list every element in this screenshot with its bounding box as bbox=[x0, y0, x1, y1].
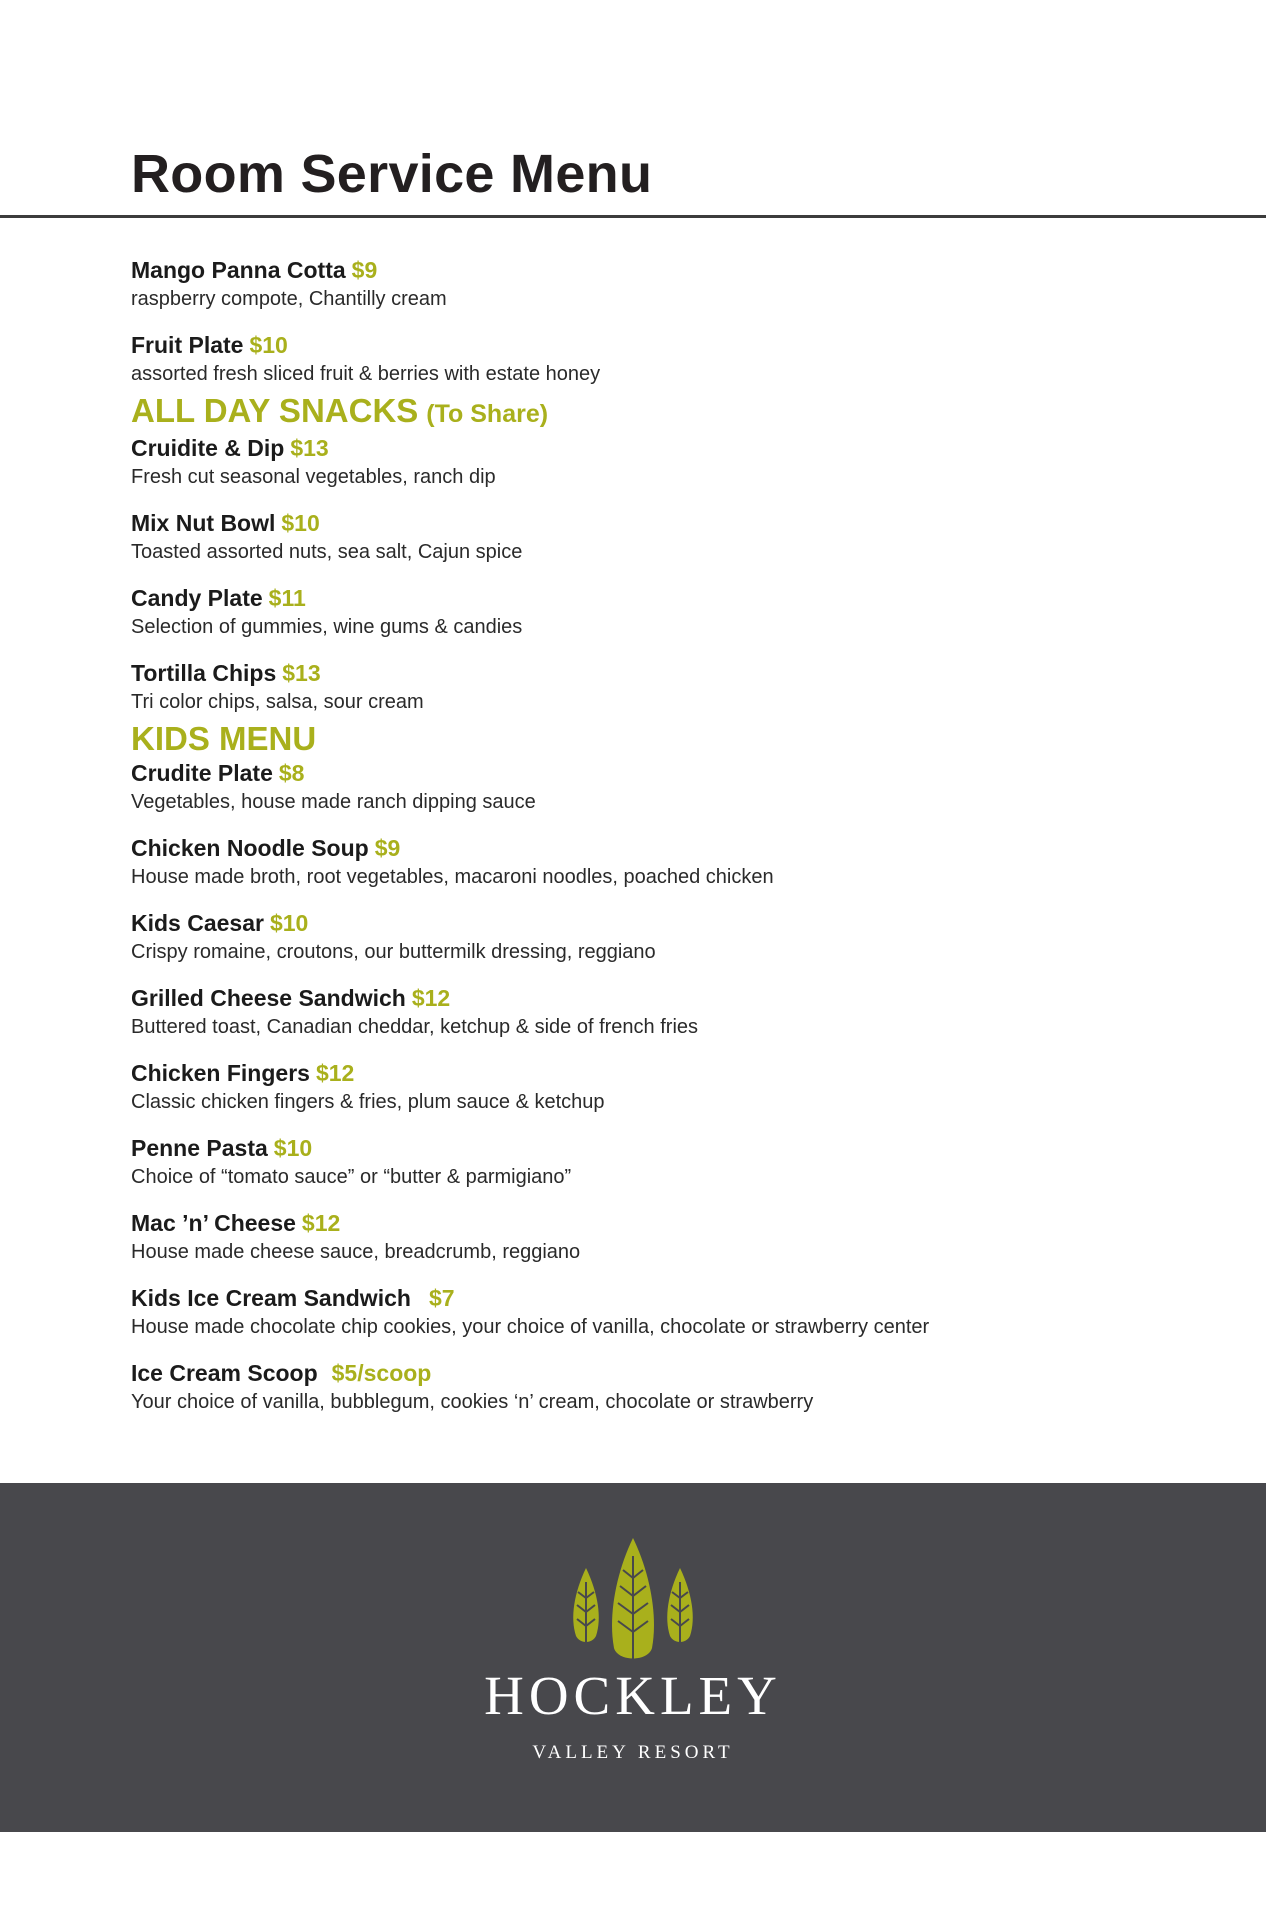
item-description: Crispy romaine, croutons, our buttermilk dressing, reggiano bbox=[131, 941, 656, 963]
item-name: Crudite Plate bbox=[131, 760, 273, 786]
item-name: Candy Plate bbox=[131, 585, 263, 611]
section-title: KIDS MENU bbox=[131, 720, 317, 757]
item-description: Choice of “tomato sauce” or “butter & parmigiano” bbox=[131, 1166, 572, 1188]
item-name: Cruidite & Dip bbox=[131, 435, 285, 461]
section-subtitle: (To Share) bbox=[426, 400, 549, 428]
menu-item bbox=[131, 982, 1211, 1057]
kids-section bbox=[131, 721, 1211, 1432]
menu-item bbox=[131, 432, 1211, 507]
item-price: $10 bbox=[281, 510, 320, 536]
menu-item bbox=[131, 657, 1211, 727]
hockley-logo bbox=[0, 1483, 1266, 1832]
menu-item bbox=[131, 582, 1211, 657]
item-price: $9 bbox=[374, 835, 401, 861]
menu-item bbox=[131, 907, 1211, 982]
item-description: Your choice of vanilla, bubblegum, cookies ‘n’ cream, chocolate or strawberry bbox=[131, 1391, 814, 1413]
item-price: $13 bbox=[290, 435, 329, 461]
item-name: Mango Panna Cotta bbox=[131, 257, 346, 283]
item-name: Chicken Noodle Soup bbox=[131, 835, 369, 861]
item-description: House made broth, root vegetables, macaroni noodles, poached chicken bbox=[131, 866, 774, 888]
item-description: House made cheese sauce, breadcrumb, reggiano bbox=[131, 1241, 581, 1263]
snacks-section bbox=[131, 393, 1211, 727]
item-name: Kids Ice Cream Sandwich bbox=[131, 1285, 411, 1311]
section-heading bbox=[131, 393, 1211, 432]
item-name: Mac ’n’ Cheese bbox=[131, 1210, 296, 1236]
item-price: $13 bbox=[282, 660, 321, 686]
menu bbox=[131, 254, 1211, 1432]
item-price: $10 bbox=[273, 1135, 313, 1161]
brand-subtitle: VALLEY RESORT bbox=[532, 1742, 734, 1763]
item-name: Kids Caesar bbox=[131, 910, 264, 936]
item-name: Mix Nut Bowl bbox=[131, 510, 276, 536]
item-description: assorted fresh sliced fruit & berries with estate honey bbox=[131, 363, 601, 385]
item-price: $8 bbox=[278, 760, 305, 786]
item-name: Fruit Plate bbox=[131, 332, 244, 358]
title-divider bbox=[0, 215, 1266, 218]
item-description: Classic chicken fingers & fries, plum sauce & ketchup bbox=[131, 1091, 605, 1113]
menu-item bbox=[131, 757, 1211, 832]
item-description: Fresh cut seasonal vegetables, ranch dip bbox=[131, 466, 496, 488]
menu-item bbox=[131, 254, 1211, 329]
menu-item bbox=[131, 1282, 1211, 1357]
item-name: Penne Pasta bbox=[131, 1135, 268, 1161]
item-price: $12 bbox=[411, 985, 451, 1011]
menu-item bbox=[131, 1132, 1211, 1207]
menu-item bbox=[131, 1357, 1211, 1432]
item-description: Toasted assorted nuts, sea salt, Cajun spice bbox=[131, 541, 523, 563]
menu-item bbox=[131, 832, 1211, 907]
menu-item bbox=[131, 1057, 1211, 1132]
item-price: $10 bbox=[249, 332, 288, 358]
item-price: $11 bbox=[268, 585, 306, 611]
item-name: Chicken Fingers bbox=[131, 1060, 310, 1086]
footer bbox=[0, 1483, 1266, 1832]
item-price: $10 bbox=[269, 910, 309, 936]
item-price: $12 bbox=[315, 1060, 355, 1086]
item-description: Buttered toast, Canadian cheddar, ketchup & side of french fries bbox=[131, 1016, 699, 1038]
menu-item bbox=[131, 507, 1211, 582]
item-name: Grilled Cheese Sandwich bbox=[131, 985, 406, 1011]
page-title: Room Service Menu bbox=[131, 144, 653, 204]
item-price: $9 bbox=[351, 257, 378, 283]
menu-item bbox=[131, 329, 1211, 399]
item-name: Tortilla Chips bbox=[131, 660, 277, 686]
item-price: $5/scoop bbox=[331, 1360, 432, 1386]
item-price: $7 bbox=[428, 1285, 455, 1311]
item-description: Tri color chips, salsa, sour cream bbox=[131, 691, 424, 713]
item-description: Vegetables, house made ranch dipping sauce bbox=[131, 791, 536, 813]
item-name: Ice Cream Scoop bbox=[131, 1360, 318, 1386]
item-description: raspberry compote, Chantilly cream bbox=[131, 288, 447, 310]
section-title: ALL DAY SNACKS bbox=[131, 392, 419, 429]
tree-icon bbox=[568, 1538, 698, 1663]
item-price: $12 bbox=[301, 1210, 341, 1236]
item-description: House made chocolate chip cookies, your choice of vanilla, chocolate or strawberry center bbox=[131, 1316, 930, 1338]
item-description: Selection of gummies, wine gums & candies bbox=[131, 616, 523, 638]
menu-item bbox=[131, 1207, 1211, 1282]
brand-name: HOCKLEY bbox=[484, 1665, 782, 1726]
section-heading bbox=[131, 721, 1211, 757]
